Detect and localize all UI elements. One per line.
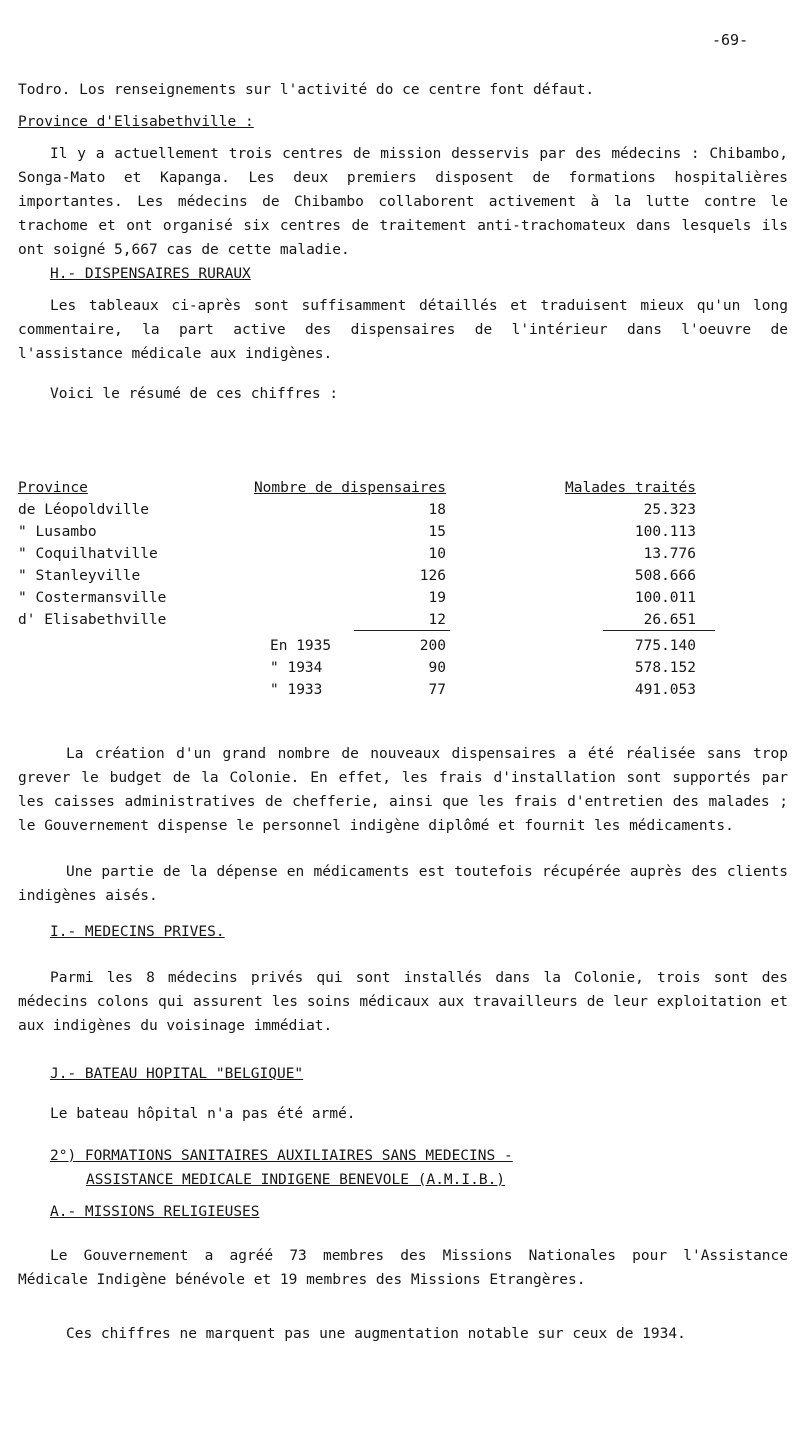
total-patients: 578.152 <box>634 660 696 676</box>
row-count: 10 <box>428 546 446 562</box>
heading-dispensaires-ruraux: H.- DISPENSAIRES RURAUX <box>50 266 251 282</box>
dispensaries-table <box>18 476 788 700</box>
table-row <box>18 498 788 520</box>
table-row <box>18 564 788 586</box>
total-rule-patients <box>603 630 715 631</box>
row-count: 15 <box>428 524 446 540</box>
table-total-row <box>18 656 788 678</box>
column-header-count: Nombre de dispensaires <box>253 480 446 496</box>
row-patients: 508.666 <box>634 568 696 584</box>
total-rule-count <box>354 630 450 631</box>
row-patients: 100.011 <box>634 590 696 606</box>
row-province: d' Elisabethville <box>18 612 167 628</box>
table-row <box>18 586 788 608</box>
row-count: 126 <box>419 568 446 584</box>
paragraph-parmi: Parmi les 8 médecins privés qui sont installés dans la Colonie, trois sont des médecins colons qui assurent les soins médicaux aux travailleurs de leur exploitation et aux indigènes du voisinage immédiat. <box>18 970 788 1034</box>
paragraph-bateau: Le bateau hôpital n'a pas été armé. <box>50 1106 356 1122</box>
heading-province-elisabethville: Province d'Elisabethville : <box>18 114 254 130</box>
row-province: " Lusambo <box>18 524 97 540</box>
row-province: " Costermansville <box>18 590 167 606</box>
total-year-label: En 1935 <box>270 638 332 654</box>
row-province: " Stanleyville <box>18 568 141 584</box>
table-row <box>18 608 788 630</box>
total-count: 200 <box>419 638 446 654</box>
paragraph-partie: Une partie de la dépense en médicaments est toutefois récupérée auprès des clients indigènes aisés. <box>18 864 788 904</box>
row-patients: 25.323 <box>643 502 696 518</box>
column-header-province: Province <box>18 480 88 496</box>
table-row <box>18 542 788 564</box>
paragraph-top: Todro. Los renseignements sur l'activité do ce centre font défaut. <box>18 82 595 98</box>
total-count: 90 <box>428 660 446 676</box>
heading-medecins-prives: I.- MEDECINS PRIVES. <box>50 924 225 940</box>
row-patients: 26.651 <box>643 612 696 628</box>
total-patients: 491.053 <box>634 682 696 698</box>
row-count: 12 <box>428 612 446 628</box>
table-row <box>18 520 788 542</box>
paragraph-tableaux: Les tableaux ci-après sont suffisamment détaillés et traduisent mieux qu'un long commentaire, la part active des dispensaires de l'intérieur dans l'oeuvre de l'assistance médicale aux indigènes. <box>18 298 788 362</box>
page-number: -69- <box>712 31 749 49</box>
paragraph-resume: Voici le résumé de ces chiffres : <box>50 386 339 402</box>
row-patients: 13.776 <box>643 546 696 562</box>
paragraph-missions-centres: Il y a actuellement trois centres de mission desservis par des médecins : Chibambo, Songa-Mato et Kapanga. Les deux premiers disposent de formations hospitalières importantes. Les médecins de Chibambo collaborent activement à la lutte contre le trachome et ont organisé six centres de traitement anti-trachomateux dans lesquels ils ont soigné 5,667 cas de cette maladie. <box>18 146 788 258</box>
heading-formations-sanitaires: 2°) FORMATIONS SANITAIRES AUXILIAIRES SANS MEDECINS - ASSISTANCE MEDICALE INDIGENE BENEVOLE (A.M.I.B.) <box>50 1148 513 1188</box>
heading-bateau-hopital: J.- BATEAU HOPITAL "BELGIQUE" <box>50 1066 304 1082</box>
paragraph-creation: La création d'un grand nombre de nouveaux dispensaires a été réalisée sans trop grever le budget de la Colonie. En effet, les frais d'installation sont supportés par les caisses administratives de chefferie, ainsi que les frais d'entretien des malades ; le Gouvernement dispense le personnel indigène diplômé et fournit les médicaments. <box>18 746 788 834</box>
total-patients: 775.140 <box>634 638 696 654</box>
total-count: 77 <box>428 682 446 698</box>
table-header-row <box>18 476 788 498</box>
column-header-patients: Malades traités <box>565 480 696 496</box>
table-total-row <box>18 634 788 656</box>
row-patients: 100.113 <box>634 524 696 540</box>
total-year-label: " 1933 <box>270 682 323 698</box>
row-count: 19 <box>428 590 446 606</box>
total-year-label: " 1934 <box>270 660 323 676</box>
row-count: 18 <box>428 502 446 518</box>
row-province: " Coquilhatville <box>18 546 158 562</box>
paragraph-chiffres: Ces chiffres ne marquent pas une augmentation notable sur ceux de 1934. <box>66 1326 686 1342</box>
heading-missions-religieuses: A.- MISSIONS RELIGIEUSES <box>50 1204 260 1220</box>
paragraph-gouvernement: Le Gouvernement a agréé 73 membres des Missions Nationales pour l'Assistance Médicale Indigène bénévole et 19 membres des Missions Etrangères. <box>18 1248 788 1288</box>
table-total-row <box>18 678 788 700</box>
row-province: de Léopoldville <box>18 502 149 518</box>
